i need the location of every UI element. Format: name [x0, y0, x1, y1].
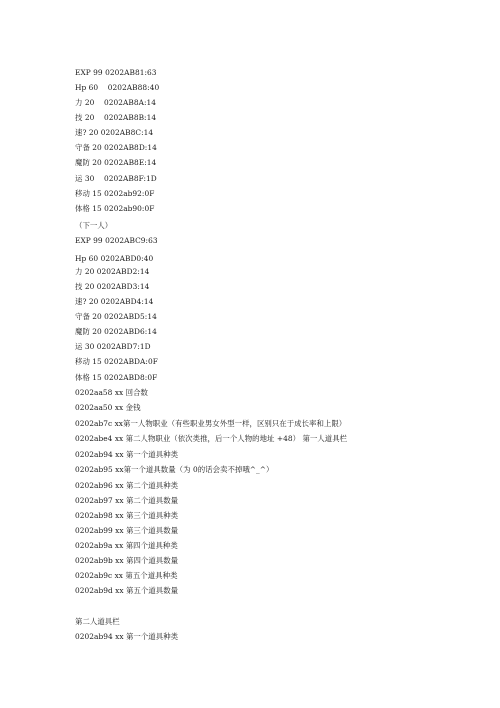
- text-line: 运 30 0202AB8F:1D: [75, 174, 157, 183]
- text-line: 守备 20 0202AB8D:14: [75, 143, 157, 152]
- text-line: 0202ab9a xx 第四个道具种类: [75, 541, 178, 550]
- text-line: 力 20 0202AB8A:14: [75, 98, 157, 107]
- text-line: 守备 20 0202ABD5:14: [75, 312, 157, 321]
- text-line: 0202ab94 xx 第一个道具种类: [75, 632, 179, 641]
- text-line: 运 30 0202ABD7:1D: [75, 342, 151, 351]
- text-line: Hp 60 0202ABD0:40: [75, 254, 154, 263]
- text-line: 体格 15 0202ab90:0F: [75, 204, 155, 213]
- text-line: 速? 20 0202ABD4:14: [75, 297, 154, 306]
- text-line: Hp 60 0202AB88:40: [75, 83, 160, 92]
- text-line: 0202ab9d xx 第五个道具数量: [75, 586, 179, 595]
- text-line: 0202ab7c xx第一人物职业（有些职业男女外型一样，区别只在于成长率和上限）: [75, 419, 347, 428]
- text-line: 0202ab96 xx 第二个道具种类: [75, 481, 179, 490]
- text-line: 0202abe4 xx 第二人物职业（依次类推，后一个人物的地址 +48） 第一人道具栏: [75, 434, 348, 443]
- text-line: 0202ab99 xx 第三个道具数量: [75, 526, 179, 535]
- text-line: 0202ab94 xx 第一个道具种类: [75, 450, 179, 459]
- text-line: 0202ab9c xx 第五个道具种类: [75, 571, 178, 580]
- text-line: 0202ab98 xx 第三个道具种类: [75, 511, 179, 520]
- text-line: 技 20 0202ABD3:14: [75, 282, 150, 291]
- text-line: 0202aa58 xx 回合数: [75, 388, 148, 397]
- section-heading: 第二人道具栏: [75, 617, 120, 626]
- text-line: 0202aa50 xx 金钱: [75, 403, 141, 412]
- text-line: 速? 20 0202AB8C:14: [75, 128, 154, 137]
- text-line: 技 20 0202AB8B:14: [75, 113, 157, 122]
- text-line: 0202ab97 xx 第二个道具数量: [75, 496, 179, 505]
- text-line: 魔防 20 0202ABD6:14: [75, 327, 157, 336]
- text-line: 魔防 20 0202AB8E:14: [75, 158, 157, 167]
- text-line: 0202ab9b xx 第四个道具数量: [75, 556, 179, 565]
- text-line: EXP 99 0202ABC9:63: [75, 236, 158, 245]
- text-line: 移动 15 0202ab92:0F: [75, 189, 155, 198]
- text-line: 体格 15 0202ABD8:0F: [75, 373, 158, 382]
- text-line: 移动 15 0202ABDA:0F: [75, 357, 158, 366]
- text-line: 力 20 0202ABD2:14: [75, 267, 150, 276]
- text-line: （下一人）: [75, 221, 113, 230]
- text-line: EXP 99 0202AB81:63: [75, 68, 157, 77]
- text-line: 0202ab95 xx第一个道具数量（为 0的话会卖不掉哦^_^）: [75, 465, 274, 474]
